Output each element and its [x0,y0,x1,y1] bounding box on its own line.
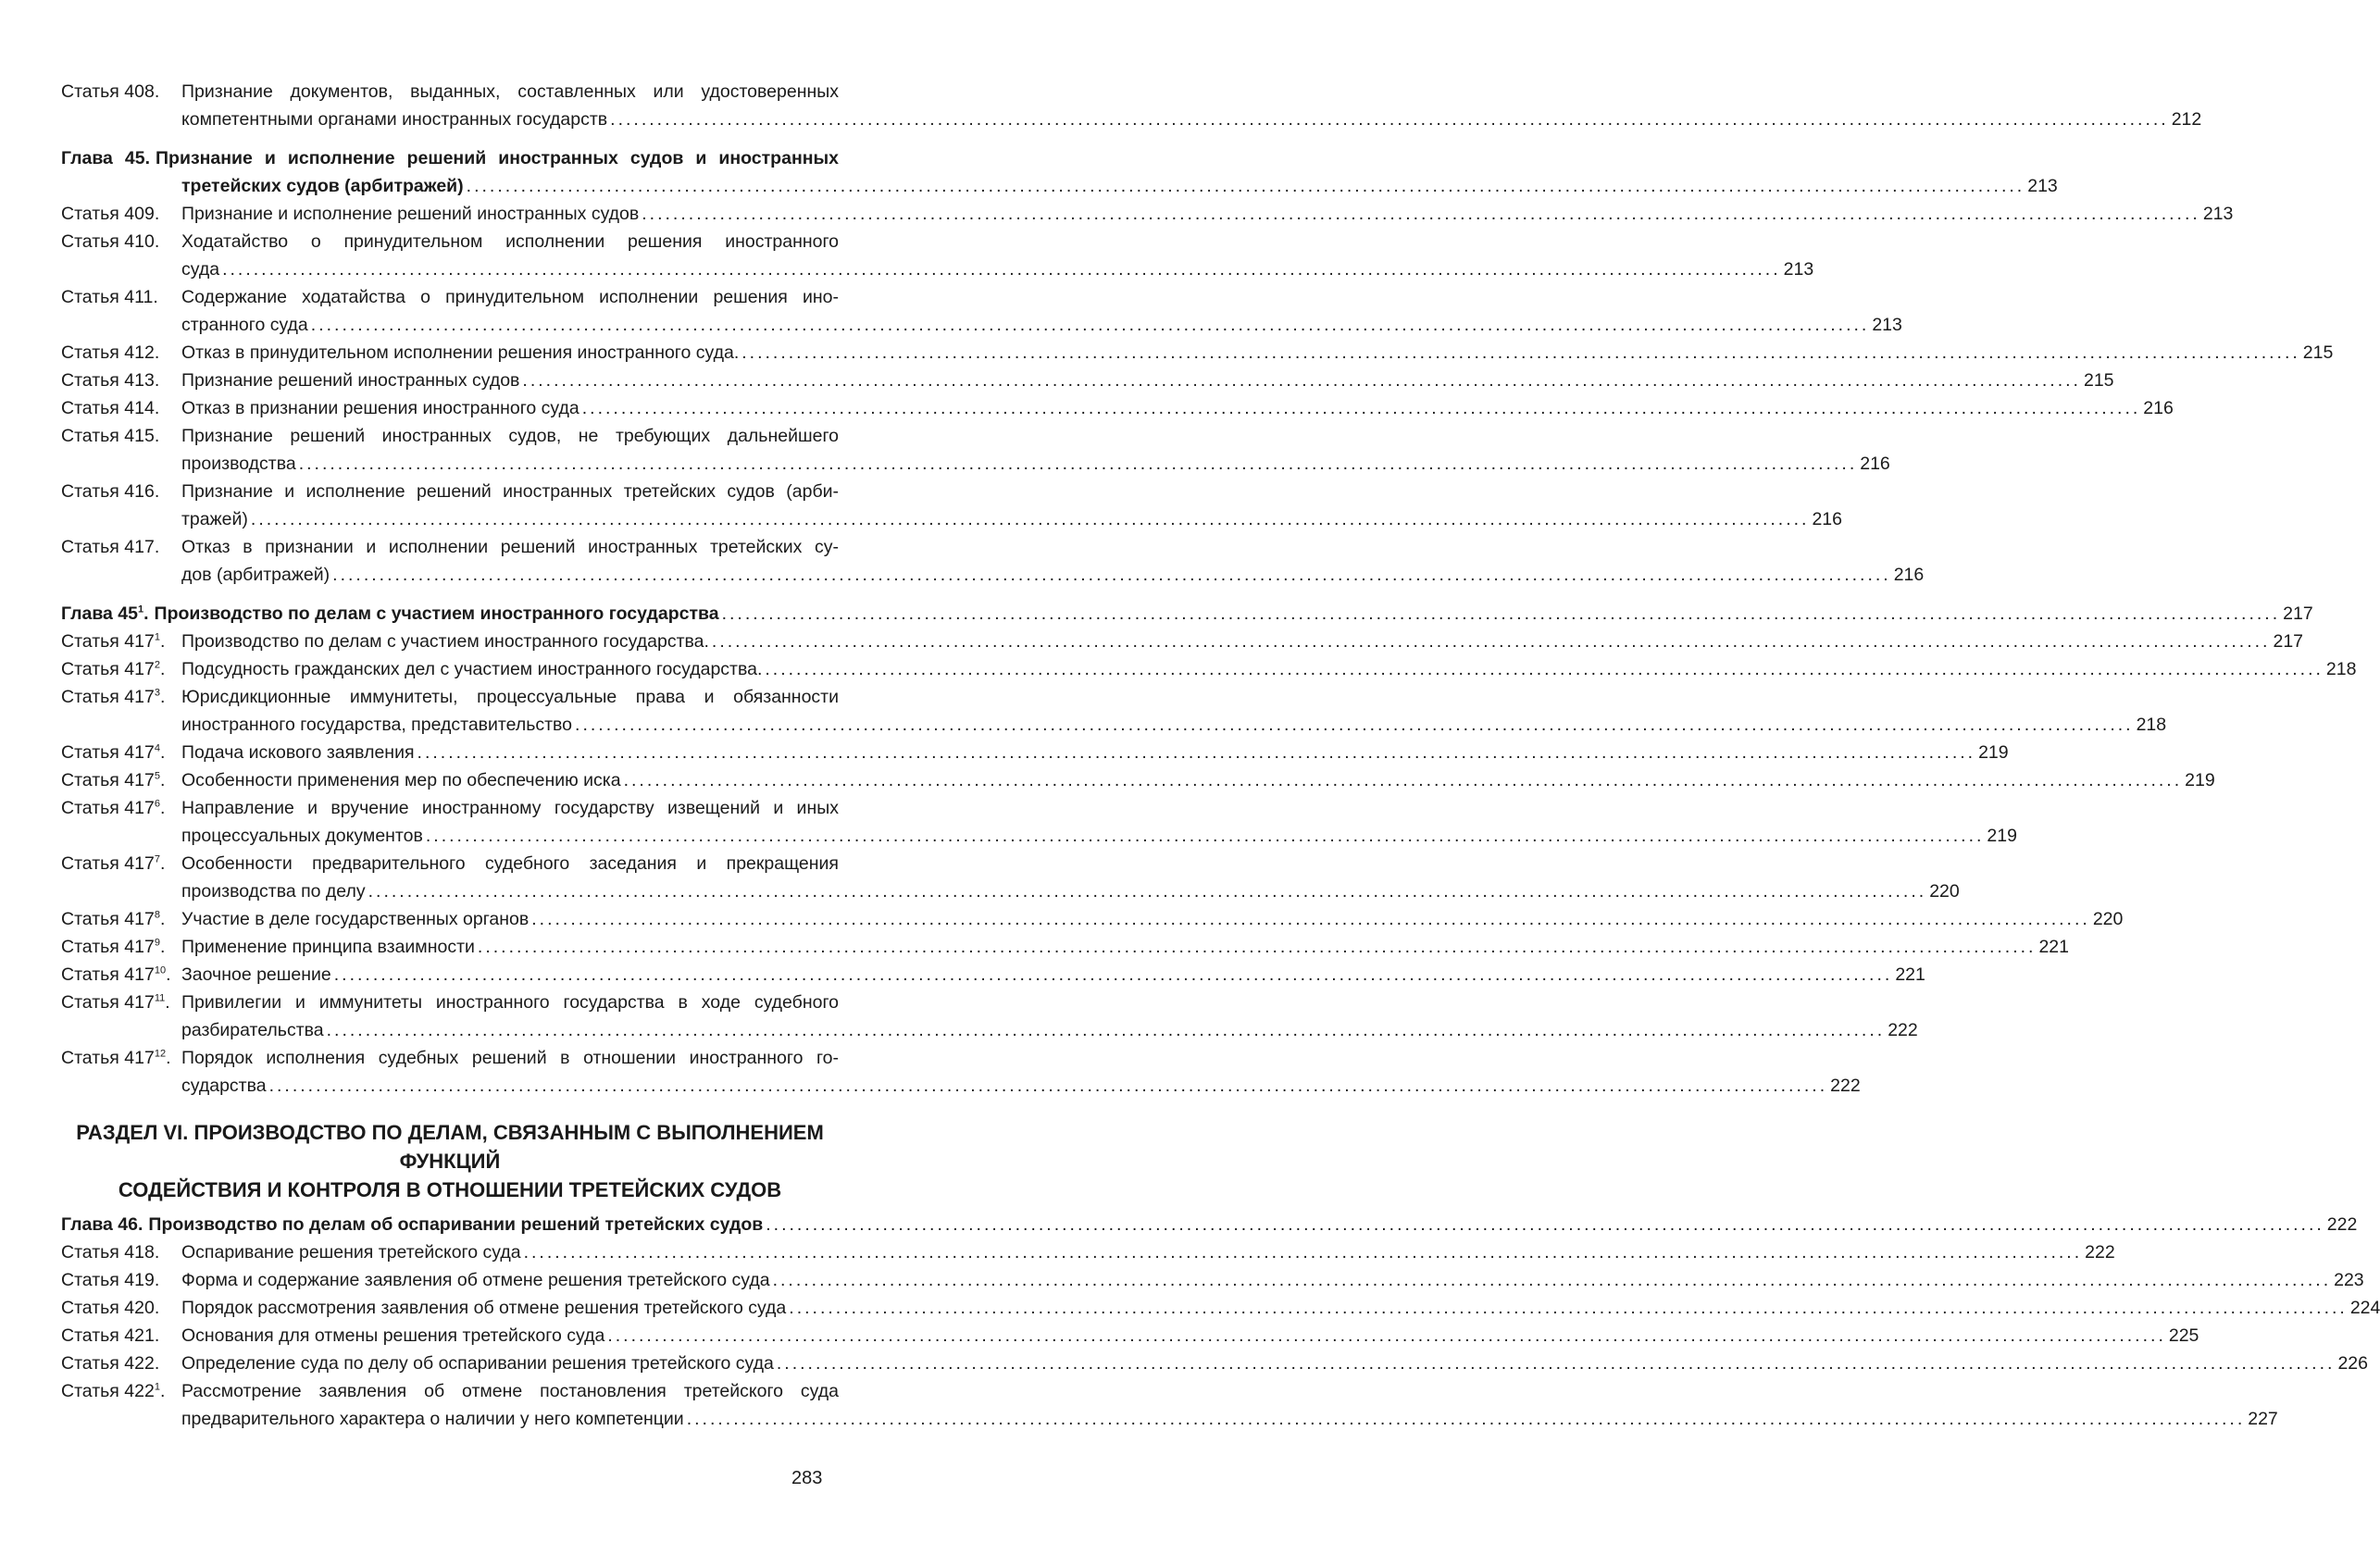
entry-page-number: 212 [2171,109,2202,130]
article-label: Статья 413. [61,370,160,391]
dot-leader: ........................................................................................................................................................................................................ [222,259,1781,280]
article-label: Статья $422^1$. [61,1381,166,1401]
toc-article-entry [61,628,2304,655]
toc-article-entry [61,905,2124,933]
table-of-contents-section-vi [61,1211,2380,1433]
section-heading-line-2: СОДЕЙСТВИЯ И КОНТРОЛЯ В ОТНОШЕНИИ ТРЕТЕЙСКИХ СУДОВ [118,1178,782,1201]
toc-chapter-entry [61,600,2313,628]
chapter-label: Глава 46. [61,1214,143,1235]
toc-chapter-entry [61,1211,2358,1238]
entry-title-line: Юрисдикционные иммунитеты, процессуальные права и обязанности [181,687,839,707]
entry-page-number: 216 [1860,454,1890,474]
article-label: Статья $417^6$. [61,798,166,818]
toc-article-entry [61,1238,2115,1266]
toc-article-entry [61,1377,2278,1433]
chapter-label: Глава 45. [61,148,151,168]
entry-title: суда [181,259,220,280]
entry-title: Участие в деле государственных органов [181,909,530,929]
article-label: Статья $417^{10}$. [61,964,171,985]
entry-title: Основания для отмены решения третейского суда [181,1325,605,1346]
entry-title: производства [181,454,296,474]
toc-article-entry [61,683,2167,739]
entry-title-line: Направление и вручение иностранному государству извещений и иных [181,798,839,818]
article-label: Статья $417^4$. [61,742,166,763]
entry-page-number: 220 [2092,909,2124,929]
entry-page-number: 224 [2349,1298,2380,1318]
article-label: Статья 415. [61,426,160,446]
entry-page-number: 219 [1987,826,2017,846]
chapter-label: Глава $45^1$. [61,603,149,624]
toc-article-entry [61,1322,2199,1350]
entry-page-number: 226 [2337,1353,2368,1374]
dot-leader: ........................................................................................................................................................................................................ [523,1242,2083,1263]
entry-title: Признание решений иностранных судов [181,370,520,391]
dot-leader: ........................................................................................................................................................................................................ [575,715,2134,735]
entry-page-number: 215 [2302,342,2334,363]
dot-leader: ........................................................................................................................................................................................................ [477,937,2037,957]
toc-article-entry [61,200,2234,228]
entry-page-number: 219 [2185,770,2215,790]
toc-article-entry [61,533,1925,589]
dot-leader: ........................................................................................................................................................................................................ [425,826,1985,846]
entry-page-number: 217 [2283,603,2313,624]
entry-title: Заочное решение [181,964,331,985]
article-label: Статья 414. [61,398,160,418]
toc-article-entry [61,228,1814,283]
entry-title: компетентными органами иностранных государств [181,109,608,130]
entry-page-number: 222 [1888,1020,1918,1040]
entry-title-line: Порядок исполнения судебных решений в отношении иностранного го- [181,1048,839,1068]
toc-article-entry [61,933,2069,961]
dot-leader: ........................................................................................................................................................................................................ [789,1298,2348,1318]
entry-title-line: Привилегии и иммунитеты иностранного государства в ходе судебного [181,992,839,1013]
dot-leader: ........................................................................................................................................................................................................ [776,1353,2336,1374]
entry-title-line: Содержание ходатайства о принудительном исполнении решения ино- [181,287,839,307]
dot-leader: ........................................................................................................................................................................................................ [766,1214,2324,1235]
entry-title: тражей) [181,509,248,529]
dot-leader: ........................................................................................................................................................................................................ [310,315,1870,335]
entry-title: странного суда [181,315,308,335]
toc-article-entry [61,283,1902,339]
entry-page-number: 217 [2273,631,2304,652]
dot-leader: ........................................................................................................................................................................................................ [332,565,1891,585]
entry-title: Особенности применения мер по обеспечению иска [181,770,621,790]
entry-page-number: 222 [1830,1076,1861,1096]
toc-article-entry [61,478,1842,533]
article-label: Статья 411. [61,287,158,307]
entry-page-number: 220 [1929,881,1960,902]
toc-article-entry [61,339,2334,367]
entry-page-number: 215 [2083,370,2114,391]
dot-leader: ........................................................................................................................................................................................................ [333,964,1893,985]
entry-title: Подсудность гражданских дел с участием иностранного государства. [181,659,763,679]
dot-leader: ........................................................................................................................................................................................................ [772,1270,2332,1290]
toc-article-entry [61,850,1960,905]
dot-leader: ........................................................................................................................................................................................................ [298,454,1858,474]
article-label: Статья 409. [61,204,160,224]
dot-leader: ........................................................................................................................................................................................................ [765,659,2324,679]
entry-title: разбирательства [181,1020,324,1040]
entry-title-line: Отказ в признании и исполнении решений иностранных третейских су- [181,537,839,557]
page-number: 283 [791,1468,823,1488]
article-label: Статья 412. [61,342,160,363]
entry-page-number: 221 [1895,964,1925,985]
article-label: Статья $417^8$. [61,909,166,929]
article-label: Статья $417^5$. [61,770,166,790]
dot-leader: ........................................................................................................................................................................................................ [268,1076,1828,1096]
article-label: Статья 410. [61,231,160,252]
toc-article-entry [61,766,2215,794]
toc-article-entry [61,78,2202,133]
section-heading [61,1118,839,1204]
dot-leader: ........................................................................................................................................................................................................ [610,109,2169,130]
entry-title-line: Признание решений иностранных судов, не требующих дальнейшего [181,426,839,446]
dot-leader: ........................................................................................................................................................................................................ [326,1020,1886,1040]
entry-page-number: 213 [1872,315,1902,335]
entry-title: предварительного характера о наличии у него компетенции [181,1409,684,1429]
dot-leader: ........................................................................................................................................................................................................ [522,370,2081,391]
entry-page-number: 213 [2202,204,2234,224]
entry-page-number: 222 [2326,1214,2358,1235]
table-of-contents [61,78,2357,1100]
article-label: Статья 420. [61,1298,160,1318]
article-label: Статья 421. [61,1325,160,1346]
entry-title: сударства [181,1076,267,1096]
article-label: Статья 418. [61,1242,160,1263]
entry-title: Отказ в признании решения иностранного суда [181,398,579,418]
dot-leader: ........................................................................................................................................................................................................ [250,509,1810,529]
article-label: Статья 416. [61,481,160,502]
toc-article-entry [61,1294,2380,1322]
entry-title: процессуальных документов [181,826,423,846]
entry-page-number: 221 [2038,937,2069,957]
article-label: Статья $417^7$. [61,853,166,874]
entry-page-number: 225 [2168,1325,2199,1346]
entry-page-number: 213 [1783,259,1814,280]
entry-title: Форма и содержание заявления об отмене решения третейского суда [181,1270,770,1290]
toc-article-entry [61,961,1925,989]
entry-page-number: 216 [1812,509,1842,529]
article-label: Статья $417^1$. [61,631,166,652]
entry-title-line: Признание документов, выданных, составленных или удостоверенных [181,81,839,102]
article-label: Статья 408. [61,81,160,102]
entry-title-line: Признание и исполнение решений иностранных третейских судов (арби- [181,481,839,502]
entry-page-number: 222 [2085,1242,2115,1263]
dot-leader: ........................................................................................................................................................................................................ [623,770,2183,790]
entry-title: Отказ в принудительном исполнении решения иностранного суда. [181,342,740,363]
entry-page-number: 223 [2334,1270,2364,1290]
entry-title: Производство по делам с участием иностранного государства. [181,631,709,652]
dot-leader: ........................................................................................................................................................................................................ [686,1409,2246,1429]
article-label: Статья $417^9$. [61,937,166,957]
toc-article-entry [61,1350,2368,1377]
article-label: Статья $417^2$. [61,659,166,679]
toc-article-entry [61,394,2174,422]
toc-article-entry [61,367,2114,394]
toc-article-entry [61,794,2017,850]
dot-leader: ........................................................................................................................................................................................................ [368,881,1927,902]
toc-article-entry [61,739,2009,766]
dot-leader: ........................................................................................................................................................................................................ [466,176,2025,196]
toc-article-entry [61,1044,1861,1100]
article-label: Статья $417^3$. [61,687,166,707]
dot-leader: ........................................................................................................................................................................................................ [417,742,1976,763]
entry-title-line: Рассмотрение заявления об отмене постановления третейского суда [181,1381,839,1401]
dot-leader: ........................................................................................................................................................................................................ [607,1325,2166,1346]
dot-leader: ........................................................................................................................................................................................................ [531,909,2090,929]
entry-page-number: 219 [1978,742,2009,763]
entry-title-line: Признание и исполнение решений иностранных судов и иностранных [156,148,839,168]
entry-page-number: 227 [2248,1409,2278,1429]
entry-page-number: 218 [2325,659,2357,679]
toc-article-entry [61,422,1890,478]
entry-title: Производство по делам об оспаривании решений третейских судов [148,1214,764,1235]
entry-title-line: Ходатайство о принудительном исполнении решения иностранного [181,231,839,252]
entry-title: Оспаривание решения третейского суда [181,1242,521,1263]
toc-article-entry [61,1266,2364,1294]
entry-title: производства по делу [181,881,366,902]
entry-page-number: 218 [2136,715,2167,735]
entry-title: Порядок рассмотрения заявления об отмене решения третейского суда [181,1298,787,1318]
entry-title: дов (арбитражей) [181,565,330,585]
entry-page-number: 216 [2143,398,2174,418]
dot-leader: ........................................................................................................................................................................................................ [711,631,2271,652]
dot-leader: ........................................................................................................................................................................................................ [581,398,2141,418]
toc-article-entry [61,655,2357,683]
article-label: Статья $417^{12}$. [61,1048,171,1068]
entry-page-number: 216 [1893,565,1925,585]
dot-leader: ........................................................................................................................................................................................................ [642,204,2200,224]
entry-title: Признание и исполнение решений иностранных судов [181,204,640,224]
article-label: Статья $417^{11}$. [61,992,170,1013]
dot-leader: ........................................................................................................................................................................................................ [741,342,2300,363]
article-label: Статья 417. [61,537,160,557]
entry-title: Определение суда по делу об оспаривании решения третейского суда [181,1353,774,1374]
entry-title: иностранного государства, представительство [181,715,573,735]
entry-title: Производство по делам с участием иностранного государства [154,603,719,624]
article-label: Статья 419. [61,1270,160,1290]
entry-title-line: Особенности предварительного судебного заседания и прекращения [181,853,839,874]
entry-title: третейских судов (арбитражей) [181,176,464,196]
entry-page-number: 213 [2027,176,2058,196]
section-heading-line-1: РАЗДЕЛ VI. ПРОИЗВОДСТВО ПО ДЕЛАМ, СВЯЗАННЫМ С ВЫПОЛНЕНИЕМ ФУНКЦИЙ [76,1121,824,1173]
toc-article-entry [61,989,1918,1044]
entry-title: Применение принципа взаимности [181,937,475,957]
dot-leader: ........................................................................................................................................................................................................ [721,603,2281,624]
article-label: Статья 422. [61,1353,160,1374]
entry-title: Подача искового заявления [181,742,415,763]
toc-chapter-entry [61,144,2058,200]
